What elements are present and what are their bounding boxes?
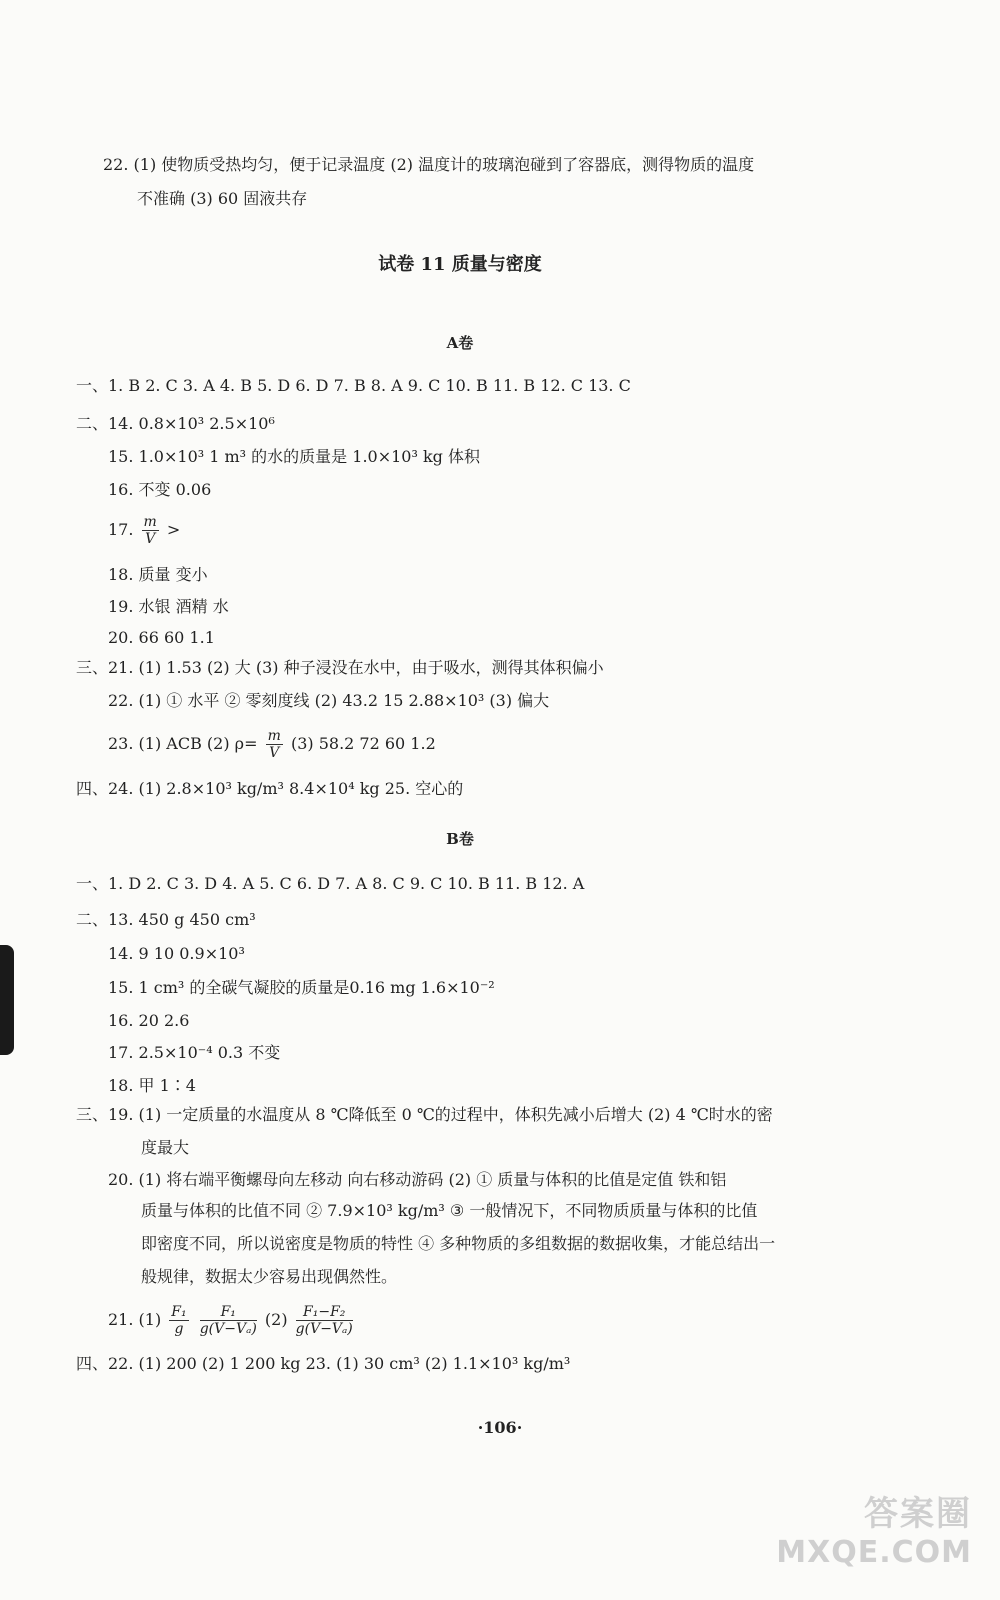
b-line-4: 15. 1 cm³ 的全碳气凝胶的质量是0.16 mg 1.6×10⁻² <box>108 978 495 997</box>
part-b-title: B卷 <box>446 830 474 848</box>
a-q17-fraction <box>142 514 159 547</box>
b-q21-fraction-3 <box>296 1304 353 1337</box>
b-line-10: 20. (1) 将右端平衡螺母向左移动 向右移动游码 (2) ① 质量与体积的比值是定值 铁和铝 <box>108 1170 727 1189</box>
b-q21-label: 21. (1) <box>108 1310 162 1329</box>
a-q17-num: m <box>143 514 157 530</box>
a-line-5 <box>108 514 180 547</box>
b-q21-f3-den: g(V−Vₐ) <box>295 1321 353 1337</box>
a-q23-label: 23. (1) ACB (2) ρ= <box>108 734 258 753</box>
b-line-12: 即密度不同，所以说密度是物质的特性 ④ 多种物质的多组数据的数据收集，才能总结出一 <box>141 1234 776 1253</box>
section-title: 试卷 11 质量与密度 <box>378 254 542 275</box>
a-line-9: 三、21. (1) 1.53 (2) 大 (3) 种子浸没在水中，由于吸水，测得其体积偏小 <box>76 658 604 677</box>
a-line-12: 四、24. (1) 2.8×10³ kg/m³ 8.4×10⁴ kg 25. 空心的 <box>76 779 464 798</box>
a-q23-fraction <box>266 728 283 761</box>
b-line-7: 18. 甲 1∶4 <box>108 1076 196 1095</box>
b-q21-f3-num: F₁−F₂ <box>296 1304 353 1321</box>
b-line-11: 质量与体积的比值不同 ② 7.9×10³ kg/m³ ③ 一般情况下，不同物质质量与体积的比值 <box>141 1201 758 1220</box>
b-line-3: 14. 9 10 0.9×10³ <box>108 944 245 963</box>
watermark-logo-text: 答案圈 <box>864 1494 972 1534</box>
b-line-8: 三、19. (1) 一定质量的水温度从 8 ℃降低至 0 ℃的过程中，体积先减小后增大 (2) 4 ℃时水的密 <box>76 1105 773 1124</box>
b-line-9: 度最大 <box>141 1138 190 1157</box>
a-q17-den: V <box>145 531 156 547</box>
b-q21-fraction-1 <box>169 1304 188 1337</box>
b-line-14 <box>108 1304 356 1337</box>
a-line-1: 一、1. B 2. C 3. A 4. B 5. D 6. D 7. B 8. A 9. C 10. B 11. B 12. C 13. C <box>76 376 631 395</box>
a-q23-rest: (3) 58.2 72 60 1.2 <box>290 734 436 753</box>
a-line-2: 二、14. 0.8×10³ 2.5×10⁶ <box>76 414 275 433</box>
b-line-6: 17. 2.5×10⁻⁴ 0.3 不变 <box>108 1043 281 1062</box>
b-line-1: 一、1. D 2. C 3. D 4. A 5. C 6. D 7. A 8. C 9. C 10. B 11. B 12. A <box>76 874 585 893</box>
page-number: ·106· <box>477 1418 523 1437</box>
q22-line1: 22. (1) 使物质受热均匀，便于记录温度 (2) 温度计的玻璃泡碰到了容器底，测得物质的温度 <box>103 155 755 174</box>
a-q17-rest: > <box>166 520 181 539</box>
a-line-11 <box>108 728 436 761</box>
b-q21-f2-den: g(V−Vₐ) <box>199 1321 257 1337</box>
b-line-15: 四、22. (1) 200 (2) 1 200 kg 23. (1) 30 cm³ (2) 1.1×10³ kg/m³ <box>76 1354 571 1373</box>
b-line-2: 二、13. 450 g 450 cm³ <box>76 910 256 929</box>
a-line-8: 20. 66 60 1.1 <box>108 628 215 647</box>
a-q17-label: 17. <box>108 520 134 539</box>
watermark <box>776 1486 972 1570</box>
watermark-url: MXQE.COM <box>776 1535 972 1570</box>
a-line-10: 22. (1) ① 水平 ② 零刻度线 (2) 43.2 15 2.88×10³ (3) 偏大 <box>108 691 550 710</box>
part-a-title: A卷 <box>446 334 474 352</box>
a-q23-den: V <box>269 745 280 761</box>
scan-ink-mark <box>0 945 14 1055</box>
b-q21-f1-num: F₁ <box>171 1304 187 1320</box>
q22-line2: 不准确 (3) 60 固液共存 <box>137 189 308 208</box>
a-line-4: 16. 不变 0.06 <box>108 480 212 499</box>
a-q23-num: m <box>267 728 281 744</box>
a-line-7: 19. 水银 酒精 水 <box>108 597 229 616</box>
b-line-13: 般规律，数据太少容易出现偶然性。 <box>141 1267 398 1286</box>
b-q21-f1-den: g <box>174 1321 184 1337</box>
b-line-5: 16. 20 2.6 <box>108 1011 190 1030</box>
a-line-3: 15. 1.0×10³ 1 m³ 的水的质量是 1.0×10³ kg 体积 <box>108 447 481 466</box>
a-line-6: 18. 质量 变小 <box>108 565 208 584</box>
b-q21-f2-num: F₁ <box>200 1304 257 1321</box>
b-q21-fraction-2 <box>200 1304 257 1337</box>
b-q21-part2-label: (2) <box>264 1310 288 1329</box>
